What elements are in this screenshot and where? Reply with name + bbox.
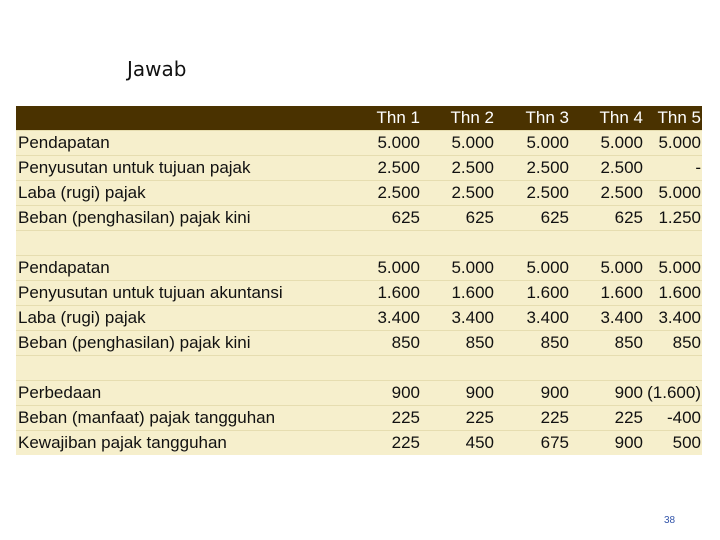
- cell-value: 5.000: [644, 131, 702, 156]
- table-row: [16, 181, 702, 206]
- spacer-row: [16, 356, 702, 381]
- cell-value: 1.600: [421, 281, 495, 306]
- cell-value: 5.000: [644, 256, 702, 281]
- row-label: Kewajiban pajak tangguhan: [16, 431, 342, 456]
- cell-value: 2.500: [570, 156, 644, 181]
- cell-value: 225: [495, 406, 570, 431]
- row-label: Perbedaan: [16, 381, 342, 406]
- cell-value: 675: [495, 431, 570, 456]
- cell-value: 5.000: [495, 131, 570, 156]
- cell-value: 3.400: [342, 306, 421, 331]
- cell-value: 225: [421, 406, 495, 431]
- cell-value: 5.000: [342, 256, 421, 281]
- cell-value: 2.500: [342, 156, 421, 181]
- header-year-5: Thn 5: [644, 106, 702, 131]
- cell-value: 625: [421, 206, 495, 231]
- table-row: [16, 281, 702, 306]
- cell-value: 900: [342, 381, 421, 406]
- row-label: Pendapatan: [16, 256, 342, 281]
- cell-value: 2.500: [495, 181, 570, 206]
- tax-table: [16, 106, 702, 455]
- table-row: [16, 431, 702, 456]
- page-number: 38: [664, 515, 676, 526]
- cell-value: 500: [644, 431, 702, 456]
- table-row: [16, 131, 702, 156]
- spacer-row: [16, 231, 702, 256]
- cell-value: 225: [342, 406, 421, 431]
- cell-value: 900: [570, 381, 644, 406]
- row-label: Beban (penghasilan) pajak kini: [16, 331, 342, 356]
- cell-value: 850: [421, 331, 495, 356]
- cell-value: 5.000: [421, 256, 495, 281]
- table-row: [16, 406, 702, 431]
- header-year-3: Thn 3: [495, 106, 570, 131]
- table-row: [16, 381, 702, 406]
- header-blank: [16, 106, 342, 131]
- cell-value: 3.400: [495, 306, 570, 331]
- cell-value: 850: [342, 331, 421, 356]
- header-row: [16, 106, 702, 131]
- table-row: [16, 156, 702, 181]
- row-label: Laba (rugi) pajak: [16, 181, 342, 206]
- cell-value: 225: [342, 431, 421, 456]
- cell-value: 2.500: [342, 181, 421, 206]
- table-row: [16, 256, 702, 281]
- cell-value: 1.250: [644, 206, 702, 231]
- cell-value: 1.600: [644, 281, 702, 306]
- page-title: Jawab: [127, 57, 187, 81]
- row-label: Penyusutan untuk tujuan pajak: [16, 156, 342, 181]
- cell-value: 450: [421, 431, 495, 456]
- header-year-4: Thn 4: [570, 106, 644, 131]
- cell-value: 5.000: [342, 131, 421, 156]
- cell-value: 850: [570, 331, 644, 356]
- cell-value: 5.000: [421, 131, 495, 156]
- table-row: [16, 331, 702, 356]
- cell-value: 900: [495, 381, 570, 406]
- cell-value: 850: [644, 331, 702, 356]
- header-year-2: Thn 2: [421, 106, 495, 131]
- row-label: Beban (manfaat) pajak tangguhan: [16, 406, 342, 431]
- row-label: Beban (penghasilan) pajak kini: [16, 206, 342, 231]
- cell-value: -400: [644, 406, 702, 431]
- row-label: Laba (rugi) pajak: [16, 306, 342, 331]
- cell-value: 5.000: [495, 256, 570, 281]
- table-row: [16, 306, 702, 331]
- cell-value: 225: [570, 406, 644, 431]
- cell-value: 5.000: [570, 131, 644, 156]
- cell-value: 5.000: [644, 181, 702, 206]
- cell-value: 625: [570, 206, 644, 231]
- cell-value: 900: [570, 431, 644, 456]
- cell-value: 2.500: [570, 181, 644, 206]
- header-year-1: Thn 1: [342, 106, 421, 131]
- table-row: [16, 206, 702, 231]
- cell-value: 1.600: [342, 281, 421, 306]
- row-label: Penyusutan untuk tujuan akuntansi: [16, 281, 342, 306]
- cell-value: 5.000: [570, 256, 644, 281]
- cell-value: 1.600: [570, 281, 644, 306]
- cell-value: 850: [495, 331, 570, 356]
- cell-value: -: [644, 156, 702, 181]
- cell-value: 3.400: [570, 306, 644, 331]
- cell-value: 2.500: [421, 181, 495, 206]
- cell-value: 1.600: [495, 281, 570, 306]
- cell-value: 2.500: [421, 156, 495, 181]
- cell-value: 3.400: [644, 306, 702, 331]
- cell-value: 3.400: [421, 306, 495, 331]
- cell-value: 625: [495, 206, 570, 231]
- row-label: Pendapatan: [16, 131, 342, 156]
- cell-value: 900: [421, 381, 495, 406]
- cell-value: 625: [342, 206, 421, 231]
- cell-value: 2.500: [495, 156, 570, 181]
- cell-value: (1.600): [644, 381, 702, 406]
